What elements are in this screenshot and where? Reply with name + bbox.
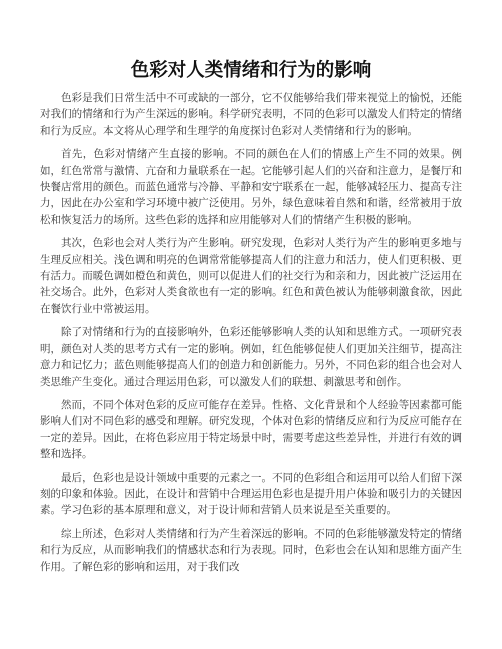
paragraph-behavior: 其次，色彩也会对人类行为产生影响。研究发现，色彩对人类行为产生的影响更多地与生理反应相关。浅色调和明亮的色调常常能够提高人们的注意力和活力，使人们更积极、更有活力。而暖色调如橙色和黄色，则可以促进人们的社交行为和亲和力，因此被广泛运用在社交场合。此外，色彩对人类食欲也有一定的影响。红色和黄色被认为能够刺激食欲，因此在餐饮行业中常被运用。	[40, 237, 462, 315]
paragraph-emotion: 首先，色彩对情绪产生直接的影响。不同的颜色在人们的情感上产生不同的效果。例如，红色常常与激情、亢奋和力量联系在一起。它能够引起人们的兴奋和注意力，是餐厅和快餐店常用的颜色。而蓝色通常与冷静、平静和安宁联系在一起，能够减轻压力、提高专注力，因此在办公室和学习环境中被广泛使用。另外，绿色意味着自然和和谐，经常被用于放松和恢复活力的场所。这些色彩的选择和应用能够对人们的情绪产生积极的影响。	[40, 148, 462, 226]
document-title: 色彩对人类情绪和行为的影响	[130, 60, 372, 81]
paragraph-cognition: 除了对情绪和行为的直接影响外，色彩还能够影响人类的认知和思维方式。一项研究表明，颜色对人类的思考方式有一定的影响。例如，红色能够促使人们更加关注细节，提高注意力和记忆力；蓝色则能够提高人们的创造力和创新能力。另外，不同色彩的组合也会对人类思维产生变化。通过合理运用色彩，可以激发人们的联想、刺激思考和创作。	[40, 326, 462, 388]
paragraph-intro: 色彩是我们日常生活中不可或缺的一部分，它不仅能够给我们带来视觉上的愉悦，还能对我们的情绪和行为产生深远的影响。科学研究表明，不同的色彩可以激发人们特定的情绪和行为反应。本文将从心理学和生理学的角度探讨色彩对人类情绪和行为的影响。	[40, 92, 462, 137]
paragraph-design: 最后，色彩也是设计领域中重要的元素之一。不同的色彩组合和运用可以给人们留下深刻的印象和体验。因此，在设计和营销中合理运用色彩也是提升用户体验和吸引力的关键因素。学习色彩的基本原理和意义，对于设计师和营销人员来说是至关重要的。	[40, 471, 462, 517]
paragraph-conclusion: 综上所述，色彩对人类情绪和行为产生着深远的影响。不同的色彩能够激发特定的情绪和行为反应，从而影响我们的情感状态和行为表现。同时，色彩也会在认知和思维方面产生作用。了解色彩的影响和运用，对于我们改	[40, 527, 462, 573]
paragraph-individual-differences: 然而，不同个体对色彩的反应可能存在差异。性格、文化背景和个人经验等因素都可能影响人们对不同色彩的感受和理解。研究发现，个体对色彩的情绪反应和行为反应可能存在一定的差异。因此，在将色彩应用于特定场景中时，需要考虑这些差异性，并进行有效的调整和选择。	[40, 398, 462, 461]
